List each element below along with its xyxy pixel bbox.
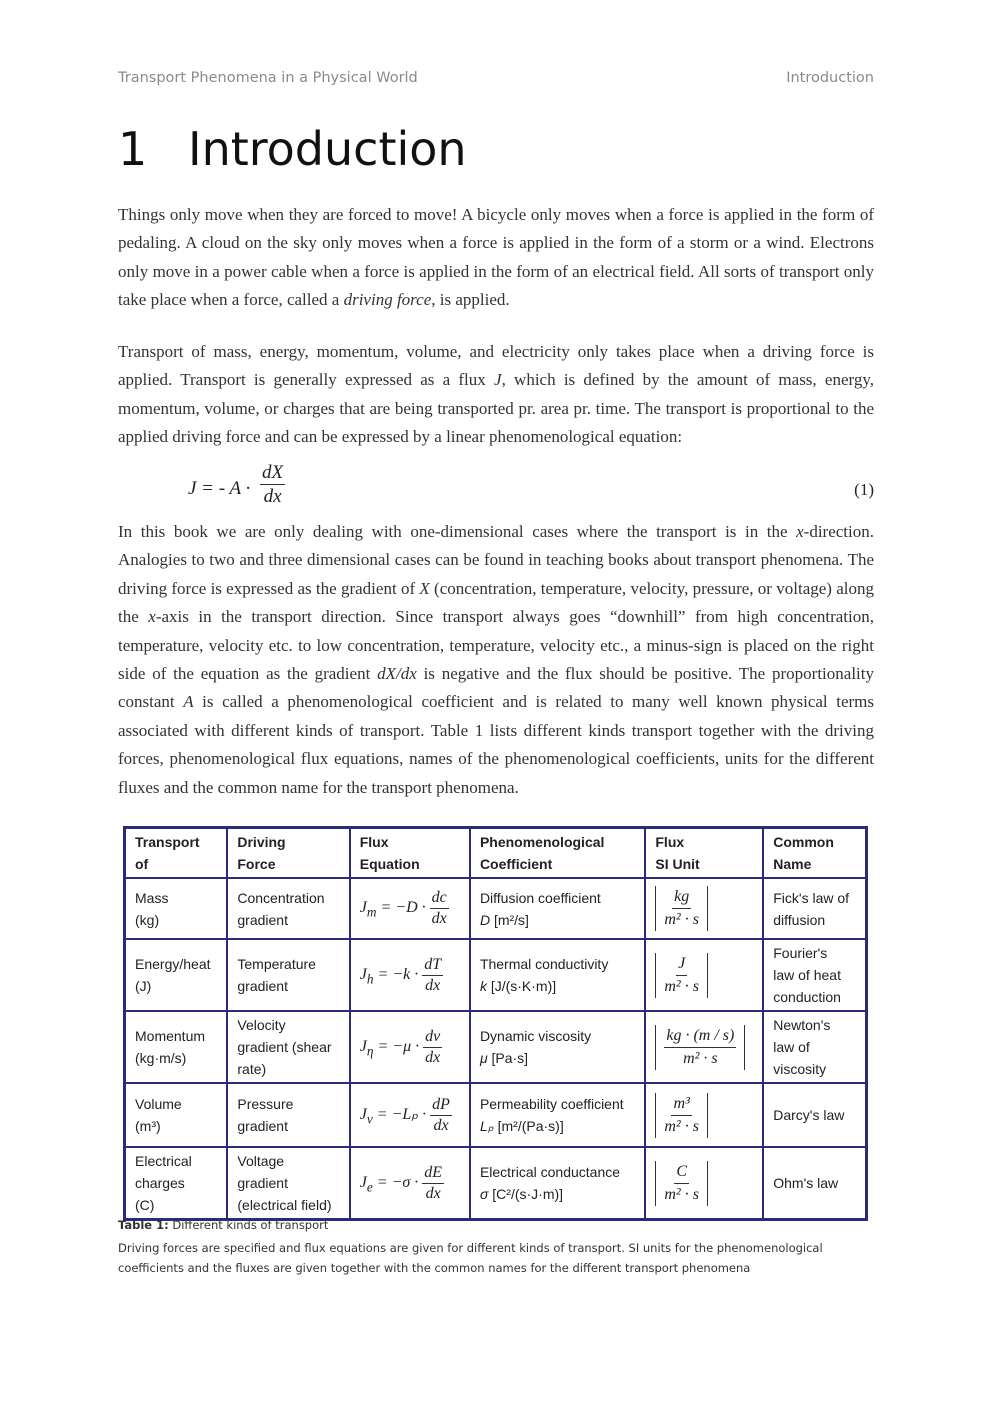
coefficient-name: Electrical conductance <box>479 1164 621 1180</box>
column-header: Driving Force <box>227 828 349 879</box>
transport-cell: Volume (m³) <box>125 1083 228 1147</box>
eq-lhs: J <box>359 899 367 917</box>
italic-text-run: J <box>494 370 502 390</box>
text-run: -axis in the transport direction. Since transport always goes “downhill” from high concentration, temperature, velocity etc. to low concentration, temperature, velocity etc., a minus-sign is placed on the right side of the equation as the gradient <box>118 607 874 684</box>
column-header: Phenomenological Coefficient <box>470 828 645 879</box>
transport-cell: Energy/heat (J) <box>125 939 228 1011</box>
eq-lhs: J <box>359 965 367 983</box>
italic-text-run: dX/dx <box>377 664 417 684</box>
column-header: Flux SI Unit <box>645 828 763 879</box>
coefficient-symbol: μ <box>479 1050 488 1066</box>
coefficient-symbol: σ <box>479 1186 489 1202</box>
paragraph <box>118 518 874 802</box>
eq-numerator: dE <box>422 1163 444 1184</box>
eq-fraction <box>430 1095 452 1136</box>
flux-equation-cell <box>350 1147 470 1220</box>
eq-lhs: J <box>359 1037 367 1055</box>
coefficient-cell <box>470 1147 645 1220</box>
coefficient-name: Diffusion coefficient <box>479 889 601 906</box>
transport-cell: Mass (kg) <box>125 878 228 939</box>
table-header-row <box>125 828 867 879</box>
eq-denominator: dx <box>425 1184 441 1202</box>
flux-equation-cell <box>350 939 470 1011</box>
column-header: Flux Equation <box>350 828 470 879</box>
coefficient-name: Permeability coefficient <box>479 1096 624 1112</box>
eq-numerator: dv <box>423 1027 442 1048</box>
caption-title: Different kinds of transport <box>168 1218 329 1232</box>
coefficient-name: Thermal conductivity <box>479 956 609 972</box>
eq-coefficient: = −μ · <box>373 1037 420 1055</box>
text-run: Things only move when they are forced to move! A bicycle only moves when a force is applied in the form of pedaling. A cloud on the sky only moves when a force is applied in the form of a storm or a wind. Electrons only move in a power cable when a force is applied in the form of an electrical field. All sorts of transport only take place when a force, called a <box>118 205 874 310</box>
denominator: dx <box>263 486 282 507</box>
text-run: -direction. Analogies to two and three dimensional cases can be found in teaching books about transport phenomena. The driving force is expressed as the gradient of <box>118 522 874 598</box>
italic-text-run: X <box>419 578 430 598</box>
coefficient-unit: [m²/(Pa·s)] <box>493 1118 564 1134</box>
common-name-cell: Darcy's law <box>763 1083 866 1147</box>
table-row <box>125 1147 867 1220</box>
eq-coefficient: = −σ · <box>372 1173 419 1191</box>
unit-numerator: m³ <box>671 1093 691 1116</box>
flux-equation-cell <box>350 1011 470 1083</box>
unit-brackets <box>655 886 708 931</box>
coefficient-cell <box>470 1083 645 1147</box>
eq-subscript: m <box>366 904 377 920</box>
unit-fraction <box>664 953 699 998</box>
equation-1 <box>118 462 874 516</box>
unit-brackets <box>655 1161 708 1206</box>
chapter-number: 1 <box>118 122 148 176</box>
common-name-cell: Fourier's law of heat conduction <box>763 939 866 1011</box>
text-run: is negative and the flux should be positive. The proportionality constant <box>118 664 874 712</box>
eq-fraction <box>422 1163 444 1204</box>
unit-numerator: C <box>674 1161 689 1184</box>
transport-table <box>123 826 868 1221</box>
unit-brackets <box>655 953 708 998</box>
table-row <box>125 1011 867 1083</box>
coefficient-unit: [Pa·s] <box>487 1050 529 1066</box>
unit-brackets <box>655 1093 708 1138</box>
eq-lhs: J <box>359 1173 367 1191</box>
unit-fraction <box>664 1025 736 1070</box>
running-header-section: Introduction <box>786 70 874 86</box>
chapter-title-text: Introduction <box>188 122 467 176</box>
table-row <box>125 1083 867 1147</box>
coefficient-name: Dynamic viscosity <box>479 1028 592 1044</box>
text-run: , is applied. <box>431 290 510 310</box>
eq-denominator: dx <box>425 976 441 994</box>
eq-fraction <box>423 1027 442 1068</box>
column-header: Common Name <box>763 828 866 879</box>
coefficient-cell <box>470 878 645 939</box>
si-unit-cell <box>645 1083 763 1147</box>
text-run: (concentration, temperature, velocity, pressure, or voltage) along the <box>118 578 874 627</box>
common-name-cell: Newton's law of viscosity <box>763 1011 866 1083</box>
common-name-cell: Fick's law of diffusion <box>763 878 866 939</box>
eq-denominator: dx <box>433 1116 449 1134</box>
eq-coefficient: = −Lₚ · <box>372 1105 427 1123</box>
flux-equation-cell <box>350 878 470 939</box>
coefficient-unit: [m²/s] <box>490 911 529 928</box>
eq-fraction <box>430 888 449 929</box>
coefficient-cell <box>470 939 645 1011</box>
driving-force-cell: Voltage gradient (electrical field) <box>227 1147 349 1220</box>
eq-denominator: dx <box>431 910 447 927</box>
italic-text-run: A <box>183 692 194 712</box>
flux-equation-cell <box>350 1083 470 1147</box>
italic-text-run: x <box>148 607 156 627</box>
equation-fraction <box>260 462 285 509</box>
eq-fraction <box>422 955 443 996</box>
unit-numerator: kg <box>672 886 691 909</box>
numerator: dX <box>262 462 284 483</box>
si-unit-cell <box>645 878 763 939</box>
equation-number: (1) <box>854 480 874 499</box>
column-header: Transport of <box>125 828 228 879</box>
eq-subscript: h <box>366 970 374 986</box>
text-run: , which is defined by the amount of mass, energy, momentum, volume, or charges that are being transported pr. area pr. time. The transport is proportional to the applied driving force and can be expressed by a linear phenomenological equation: <box>118 370 874 447</box>
unit-fraction <box>664 1161 699 1206</box>
running-header-title: Transport Phenomena in a Physical World <box>118 70 418 86</box>
eq-coefficient: = −D · <box>376 899 426 917</box>
paragraph <box>118 338 874 452</box>
coefficient-cell <box>470 1011 645 1083</box>
driving-force-cell: Concentration gradient <box>227 878 349 939</box>
unit-denominator: m² · s <box>664 911 699 928</box>
si-unit-cell <box>645 1147 763 1220</box>
unit-brackets <box>655 1025 745 1070</box>
eq-subscript: e <box>366 1178 373 1194</box>
eq-numerator: dP <box>430 1095 452 1116</box>
unit-numerator: kg · (m / s) <box>664 1025 736 1048</box>
unit-denominator: m² · s <box>664 977 699 995</box>
coefficient-symbol: k <box>479 978 487 994</box>
eq-coefficient: = −k · <box>373 965 419 983</box>
si-unit-cell <box>645 1011 763 1083</box>
driving-force-cell: Temperature gradient <box>227 939 349 1011</box>
coefficient-symbol: D <box>479 911 491 928</box>
eq-lhs: J <box>359 1105 367 1123</box>
coefficient-unit: [J/(s·K·m)] <box>486 978 557 994</box>
equation-lhs: J = - A · <box>188 478 251 499</box>
transport-cell: Electrical charges (C) <box>125 1147 228 1220</box>
table-caption <box>118 1218 878 1232</box>
unit-fraction <box>664 886 699 931</box>
eq-subscript: η <box>366 1042 374 1058</box>
eq-subscript: v <box>366 1110 373 1126</box>
table-row <box>125 878 867 939</box>
italic-text-run: x <box>796 522 804 541</box>
paragraph <box>118 201 874 315</box>
driving-force-cell: Velocity gradient (shear rate) <box>227 1011 349 1083</box>
coefficient-symbol: Lₚ <box>479 1118 494 1134</box>
text-run: In this book we are only dealing with one-dimensional cases where the transport is in the <box>118 522 797 541</box>
unit-numerator: J <box>676 953 687 976</box>
table-row <box>125 939 867 1011</box>
unit-denominator: m² · s <box>664 1185 699 1203</box>
caption-label: Table 1: <box>118 1218 169 1232</box>
eq-numerator: dc <box>430 888 449 909</box>
transport-cell: Momentum (kg·m/s) <box>125 1011 228 1083</box>
italic-text-run: driving force <box>343 290 432 310</box>
driving-force-cell: Pressure gradient <box>227 1083 349 1147</box>
chapter-title <box>118 122 467 176</box>
unit-denominator: m² · s <box>683 1049 718 1067</box>
unit-fraction <box>664 1093 699 1138</box>
caption-description: Driving forces are specified and flux equations are given for different kinds of transport. SI units for the phenomenological coefficients and the fluxes are given together with the common names for the different transport phenomena <box>118 1241 823 1275</box>
text-run: is called a phenomenological coefficient and is related to many well known physical terms associated with different kinds of transport. Table 1 lists different kinds transport together with the driving forces, phenomenological flux equations, names of the phenomenological coefficients, units for the different fluxes and the common name for the transport phenomena. <box>118 692 874 797</box>
eq-numerator: dT <box>422 955 443 976</box>
unit-denominator: m² · s <box>664 1117 699 1135</box>
si-unit-cell <box>645 939 763 1011</box>
common-name-cell: Ohm's law <box>763 1147 866 1220</box>
coefficient-unit: [C²/(s·J·m)] <box>488 1186 564 1202</box>
eq-denominator: dx <box>425 1048 441 1066</box>
text-run: Transport of mass, energy, momentum, volume, and electricity only takes place when a driving force is applied. Transport is generally expressed as a flux <box>118 342 874 390</box>
